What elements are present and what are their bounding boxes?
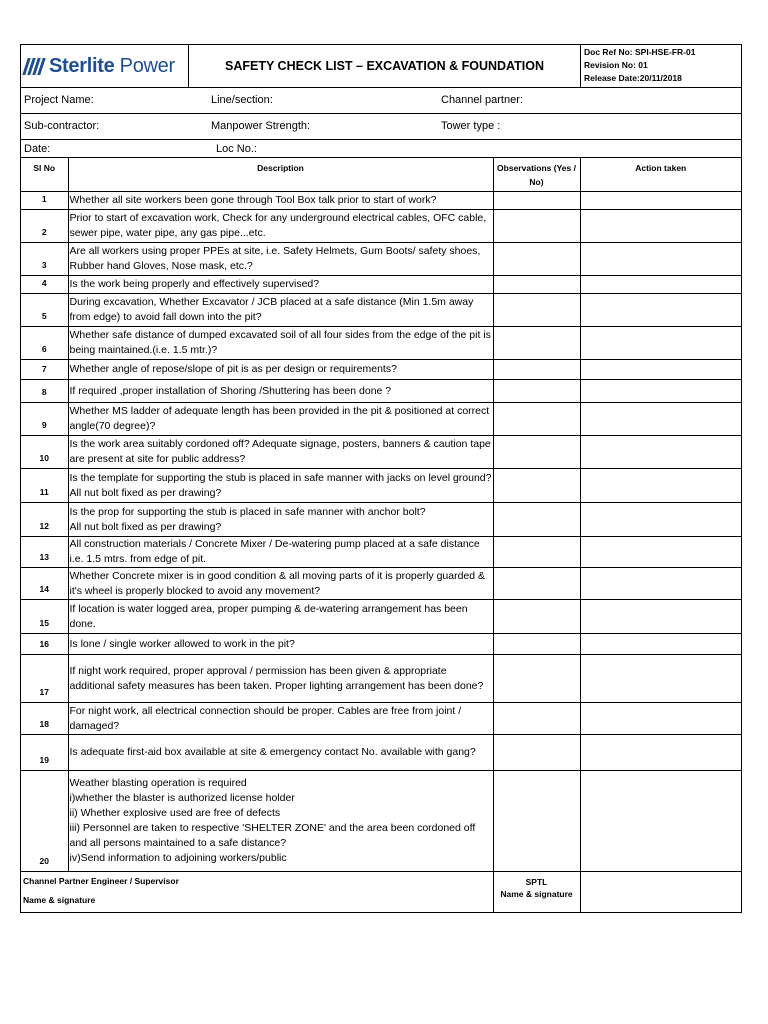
- table-row: [21, 243, 741, 276]
- brand-name: [49, 55, 175, 78]
- row-action-cell[interactable]: [580, 380, 741, 403]
- row-description: If required ,proper installation of Shoring /Shuttering has been done ?: [68, 380, 493, 403]
- row-sl-no: 3: [21, 243, 68, 276]
- cp-name-sign-label: Name & signature: [23, 894, 96, 905]
- row-observation-cell[interactable]: [493, 655, 580, 703]
- table-row: [21, 294, 741, 327]
- row-observation-cell[interactable]: [493, 469, 580, 503]
- row-sl-no: 5: [21, 294, 68, 327]
- date-label: Date:: [24, 143, 51, 155]
- row-description: Weather blasting operation is required i)whether the blaster is authorized license holder ii) Whether explosive used are free of defects iii) Personnel are taken to respective 'SHELTER ZONE' and the area been cordoned off and all persons maintained to a safe distance? iv)Send information to adjoining workers/public: [68, 771, 493, 871]
- row-sl-no: 17: [21, 655, 68, 703]
- row-sl-no: 9: [21, 403, 68, 436]
- table-row: [21, 192, 741, 210]
- sptl-cell: [493, 871, 580, 912]
- checklist-sheet: [20, 44, 742, 913]
- row-action-cell[interactable]: [580, 436, 741, 469]
- sub-contractor-label: Sub-contractor:: [24, 120, 100, 132]
- table-row: [21, 380, 741, 403]
- row-action-cell[interactable]: [580, 192, 741, 210]
- table-row: [21, 634, 741, 655]
- table-row: [21, 210, 741, 243]
- row-description: Is lone / single worker allowed to work in the pit?: [68, 634, 493, 655]
- row-description: Whether all site workers been gone through Tool Box talk prior to start of work?: [68, 192, 493, 210]
- table-row: [21, 600, 741, 634]
- row-description: If location is water logged area, proper pumping & de-watering arrangement has been done.: [68, 600, 493, 634]
- table-row: [21, 503, 741, 537]
- row-action-cell[interactable]: [580, 210, 741, 243]
- row-description: Whether MS ladder of adequate length has been provided in the pit & positioned at correct angle(70 degree)?: [68, 403, 493, 436]
- table-row: [21, 469, 741, 503]
- row-action-cell[interactable]: [580, 403, 741, 436]
- row-description: Whether Concrete mixer is in good condition & all moving parts of it is properly guarded & it's wheel is properly blocked to avoid any movement?: [68, 568, 493, 600]
- revision-no: Revision No: 01: [584, 60, 648, 70]
- row-sl-no: 4: [21, 276, 68, 294]
- row-description: During excavation, Whether Excavator / JCB placed at a safe distance (Min 1.5m away from edge) to avoid fall down into the pit?: [68, 294, 493, 327]
- row-description: Is the template for supporting the stub is placed in safe manner with jacks on level ground? All nut bolt fixed as per drawing?: [68, 469, 493, 503]
- row-sl-no: 6: [21, 327, 68, 360]
- row-sl-no: 13: [21, 537, 68, 568]
- table-row: [21, 703, 741, 735]
- sptl-signature-box[interactable]: [580, 871, 741, 912]
- row-description: Is the work area suitably cordoned off? Adequate signage, posters, banners & caution tape are present at site for public address?: [68, 436, 493, 469]
- row-observation-cell[interactable]: [493, 600, 580, 634]
- line-section-label: Line/section:: [211, 94, 273, 106]
- row-description: Are all workers using proper PPEs at site, i.e. Safety Helmets, Gum Boots/ safety shoes, Rubber hand Gloves, Nose mask, etc.?: [68, 243, 493, 276]
- tower-type-label: Tower type :: [441, 120, 501, 132]
- row-description: All construction materials / Concrete Mixer / De-watering pump placed at a safe distance i.e. 1.5 mtrs. from edge of pit.: [68, 537, 493, 568]
- row-observation-cell[interactable]: [493, 568, 580, 600]
- row-observation-cell[interactable]: [493, 192, 580, 210]
- row-observation-cell[interactable]: [493, 503, 580, 537]
- brand-bold: Sterlite: [49, 54, 115, 77]
- row-action-cell[interactable]: [580, 735, 741, 771]
- row-sl-no: 18: [21, 703, 68, 735]
- row-action-cell[interactable]: [580, 327, 741, 360]
- header-action-taken: Action taken: [580, 158, 741, 192]
- cp-engineer-label: Channel Partner Engineer / Supervisor: [23, 875, 179, 886]
- row-description: Whether safe distance of dumped excavated soil of all four sides from the edge of the pit is being maintained.(i.e. 1.5 mtr.)?: [68, 327, 493, 360]
- row-action-cell[interactable]: [580, 360, 741, 380]
- row-observation-cell[interactable]: [493, 210, 580, 243]
- row-observation-cell[interactable]: [493, 634, 580, 655]
- sptl-label: SPTL: [525, 876, 548, 887]
- row-observation-cell[interactable]: [493, 243, 580, 276]
- header-description: Description: [68, 158, 493, 192]
- table-row: [21, 327, 741, 360]
- row-action-cell[interactable]: [580, 537, 741, 568]
- cp-signature-cell: [21, 871, 493, 912]
- row-sl-no: 7: [21, 360, 68, 380]
- row-action-cell[interactable]: [580, 503, 741, 537]
- row-action-cell[interactable]: [580, 771, 741, 871]
- row-action-cell[interactable]: [580, 469, 741, 503]
- row-observation-cell[interactable]: [493, 771, 580, 871]
- row-observation-cell[interactable]: [493, 276, 580, 294]
- row-action-cell[interactable]: [580, 655, 741, 703]
- signature-row: [21, 871, 741, 912]
- table-row: [21, 537, 741, 568]
- row-observation-cell[interactable]: [493, 436, 580, 469]
- row-action-cell[interactable]: [580, 568, 741, 600]
- table-row: [21, 771, 741, 871]
- sptl-name-sign-label: Name & signature: [500, 888, 573, 899]
- table-row: [21, 568, 741, 600]
- row-observation-cell[interactable]: [493, 380, 580, 403]
- info-row-project: [21, 88, 741, 114]
- row-sl-no: 11: [21, 469, 68, 503]
- row-sl-no: 8: [21, 380, 68, 403]
- document-title: SAFETY CHECK LIST – EXCAVATION & FOUNDATION: [189, 45, 581, 87]
- row-observation-cell[interactable]: [493, 735, 580, 771]
- row-description: For night work, all electrical connection should be proper. Cables are free from joint / damaged?: [68, 703, 493, 735]
- logo-stripes-icon: [25, 58, 45, 75]
- row-action-cell[interactable]: [580, 276, 741, 294]
- row-observation-cell[interactable]: [493, 537, 580, 568]
- table-row: [21, 403, 741, 436]
- row-observation-cell[interactable]: [493, 703, 580, 735]
- table-row: [21, 735, 741, 771]
- row-action-cell[interactable]: [580, 294, 741, 327]
- table-header-row: [21, 158, 741, 192]
- row-action-cell[interactable]: [580, 243, 741, 276]
- company-logo: [21, 45, 189, 87]
- channel-partner-label: Channel partner:: [441, 94, 523, 106]
- release-date: Release Date:20/11/2018: [584, 73, 682, 83]
- row-sl-no: 15: [21, 600, 68, 634]
- row-description: Prior to start of excavation work, Check for any underground electrical cables, OFC cable, sewer pipe, water pipe, any gas pipe...etc.: [68, 210, 493, 243]
- doc-ref: Doc Ref No: SPI-HSE-FR-01: [584, 47, 696, 57]
- info-row-subcontractor: [21, 114, 741, 140]
- row-action-cell[interactable]: [580, 600, 741, 634]
- row-description: If night work required, proper approval / permission has been given & appropriate additional safety measures has been taken. Proper lighting arrangement has been done?: [68, 655, 493, 703]
- row-description: Is the work being properly and effectively supervised?: [68, 276, 493, 294]
- table-row: [21, 436, 741, 469]
- row-observation-cell[interactable]: [493, 327, 580, 360]
- doc-info: [581, 45, 741, 87]
- row-sl-no: 2: [21, 210, 68, 243]
- signature-table: [21, 871, 741, 912]
- row-sl-no: 12: [21, 503, 68, 537]
- table-row: [21, 655, 741, 703]
- row-sl-no: 19: [21, 735, 68, 771]
- table-row: [21, 360, 741, 380]
- row-sl-no: 16: [21, 634, 68, 655]
- row-description: Is the prop for supporting the stub is placed in safe manner with anchor bolt? All nut bolt fixed as per drawing?: [68, 503, 493, 537]
- row-observation-cell[interactable]: [493, 403, 580, 436]
- row-action-cell[interactable]: [580, 634, 741, 655]
- loc-no-label: Loc No.:: [216, 143, 257, 155]
- row-observation-cell[interactable]: [493, 360, 580, 380]
- row-observation-cell[interactable]: [493, 294, 580, 327]
- row-sl-no: 1: [21, 192, 68, 210]
- row-action-cell[interactable]: [580, 703, 741, 735]
- info-row-date: [21, 140, 741, 158]
- document-header: [21, 45, 741, 88]
- header-sl-no: Sl No: [21, 158, 68, 192]
- checklist-table: [21, 158, 741, 871]
- row-description: Is adequate first-aid box available at site & emergency contact No. available with gang?: [68, 735, 493, 771]
- header-observations: Observations (Yes / No): [493, 158, 580, 192]
- brand-regular: Power: [119, 54, 175, 77]
- manpower-label: Manpower Strength:: [211, 120, 311, 132]
- row-sl-no: 10: [21, 436, 68, 469]
- table-row: [21, 276, 741, 294]
- row-description: Whether angle of repose/slope of pit is as per design or requirements?: [68, 360, 493, 380]
- row-sl-no: 14: [21, 568, 68, 600]
- row-sl-no: 20: [21, 771, 68, 871]
- project-name-label: Project Name:: [24, 94, 94, 106]
